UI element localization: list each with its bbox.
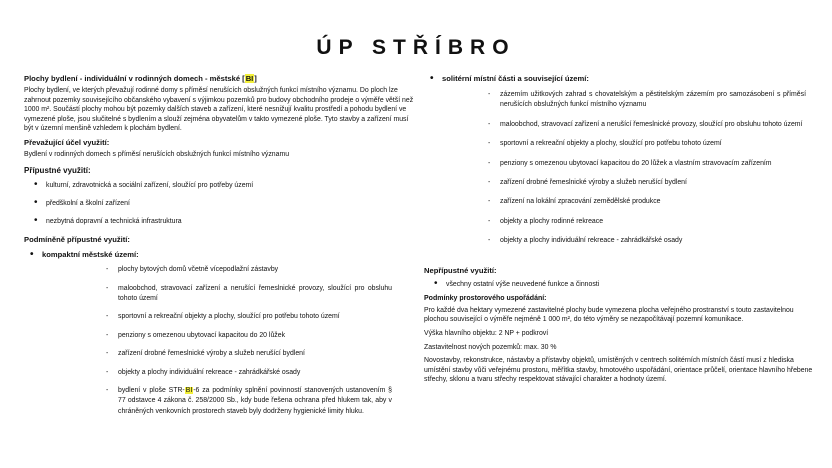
buildings-text: Novostavby, rekonstrukce, nástavby a přístavby objektů, umístěných v centrech solitérních místních částí musí z hlediska umístění stavby vůči veřejnému prostoru, měřítka stavby, hmotového uspořádání, orientace průčelí, orientace hlavního hřebene střechy, sklonu a tvaru střechy respektovat stávající charakter a hodnoty území.	[424, 357, 813, 384]
list-item: - maloobchod, stravovací zařízení a nerušící řemeslnické provozy, sloužící pro obsluhu tohoto území	[488, 120, 806, 130]
height-text: Výška hlavního objektu: 2 NP + podkroví	[424, 330, 549, 338]
forbidden-list	[424, 280, 816, 289]
forbidden-heading: Nepřípustné využití:	[424, 265, 497, 275]
spatial-heading: Podmínky prostorového uspořádání:	[424, 294, 547, 302]
list-item: - maloobchod, stravovací zařízení a nerušící řemeslnické provozy, sloužící pro obsluhu tohoto území	[106, 284, 392, 305]
prevailing-text: Bydlení v rodinných domech s příměsí nerušících obslužných funkcí místního významu	[24, 150, 290, 158]
list-item: - sportovní a rekreační objekty a plochy, sloužící pro potřebu tohoto území	[106, 312, 392, 322]
list-item: - objekty a plochy individuální rekreace - zahrádkářské osady	[488, 236, 806, 246]
list-item: - zařízení na lokální zpracování zemědělské produkce	[488, 197, 806, 207]
list-item: - zařízení drobné řemeslnické výroby a služeb nerušící bydlení	[488, 178, 806, 188]
list-item: - penziony s omezenou ubytovací kapacitou do 20 lůžek a vlastním stravovacím zařízením	[488, 159, 806, 169]
right-column	[424, 74, 816, 389]
coverage-text: Zastavitelnost nových pozemků: max. 30 %	[424, 343, 557, 351]
list-item: - sportovní a rekreační objekty a plochy, sloužící pro potřebu tohoto území	[488, 139, 806, 149]
conditional-subheading: • kompaktní městské území:	[24, 250, 414, 259]
list-item: - objekty a plochy individuální rekreace - zahrádkářské osady	[106, 368, 392, 378]
highlighted-code: BI	[245, 74, 254, 83]
prevailing-heading: Převažující účel využití:	[24, 137, 110, 147]
list-item: • nezbytná dopravní a technická infrastruktura	[24, 217, 414, 226]
solitary-list	[488, 90, 806, 247]
conditional-heading: Podmíněně přípustné využití:	[24, 235, 130, 245]
allowed-list	[24, 181, 414, 227]
section-heading-bi	[24, 74, 414, 83]
list-item: • předškolní a školní zařízení	[24, 199, 414, 208]
list-item: - objekty a plochy rodinné rekreace	[488, 217, 806, 227]
conditional-list	[106, 265, 392, 417]
section-heading-end: ]	[254, 74, 257, 83]
section-heading-text: Plochy bydlení - individuální v rodinných domech - městské [	[24, 74, 245, 83]
list-item: • všechny ostatní výše neuvedené funkce a činnosti	[424, 280, 816, 289]
list-item: - zázemím užitkových zahrad s chovatelským a pěstitelským zázemím pro samozásobení s příměsí nerušících obslužných funkcí místního významu	[488, 90, 806, 111]
list-item	[106, 386, 392, 417]
allowed-heading: Přípustné využití:	[24, 165, 91, 175]
list-item: - plochy bytových domů včetně vícepodlažní zástavby	[106, 265, 392, 275]
highlighted-code: BI	[185, 387, 193, 395]
page-title: ÚP STŘÍBRO	[316, 36, 516, 59]
spatial-text: Pro každé dva hektary vymezené zastavitelné plochy bude vymezena plocha veřejného prostranství s touto zastavitelnou plochou související o výměře nejméně 1 000 m², do této výměry se nezapočítávají pozemní komunikace.	[424, 306, 794, 324]
list-item: - zařízení drobné řemeslnické výroby a služeb nerušící bydlení	[106, 349, 392, 359]
list-item-text: bydlení v ploše STR-	[118, 387, 185, 395]
list-item: - penziony s omezenou ubytovací kapacitou do 20 lůžek	[106, 331, 392, 341]
intro-paragraph: Plochy bydlení, ve kterých převažují rodinné domy s příměsí nerušících obslužných funkcí místního významu. Do ploch lze zahrnout pozemky souvisejícího občanského vybavení s výjimkou pozemků pro budovy obchodního prodeje o výměře větší než 1000 m². Součástí plochy mohou být pozemky dalších staveb a zařízení, které nesnižují kvalitu prostředí a pohodu bydlení ve vymezené ploše, jsou slučitelné s bydlením a slouží zejména obyvatelům v takto vymezené ploše. Tyto stavby a zařízení musí být v územní menšině vzhledem k plochám bydlení.	[24, 87, 414, 133]
left-column	[24, 74, 414, 425]
list-item: • kulturní, zdravotnická a sociální zařízení, sloužící pro potřeby území	[24, 181, 414, 190]
list-item-text: -6 za podmínky splnění povinností stanovených ustanovením § 77 odstavce 4 zákona č. 258/2000 Sb., kdy bude řešena ochrana před hlukem tak, aby v chráněných venkovních prostorech staveb byly dodrženy hygienické limity hluku.	[118, 387, 392, 415]
solitary-subheading: • solitérní místní části a související území:	[424, 74, 816, 83]
